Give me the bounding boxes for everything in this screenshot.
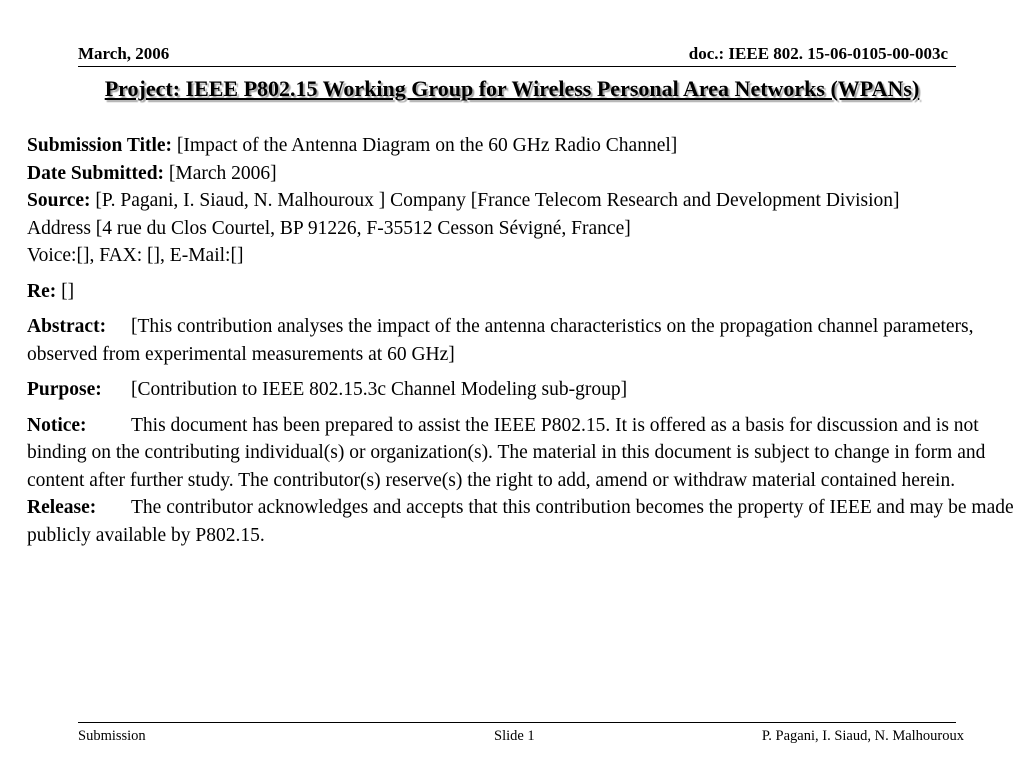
- source-line: [27, 187, 1017, 215]
- address-line: Address [4 rue du Clos Courtel, BP 91226, F-35512 Cesson Sévigné, France]: [27, 217, 631, 239]
- re-label: Re:: [27, 280, 57, 302]
- notice-value: This document has been prepared to assist the IEEE P802.15. It is offered as a basis for discussion and is not binding on the contributing individual(s) or organization(s). The material in this document is subject to change in form and content after further study. The contributor(s) reserve(s) the right to add, amend or withdraw material contained herein.: [27, 414, 986, 491]
- re-value: []: [56, 280, 75, 302]
- date-submitted-line: [27, 160, 1017, 188]
- release-value: The contributor acknowledges and accepts that this contribution becomes the property of IEEE and may be made publicly available by P802.15.: [27, 497, 1014, 546]
- release-label: Release:: [27, 497, 97, 518]
- submission-title-line: [27, 132, 1017, 160]
- header-doc-number: doc.: IEEE 802. 15-06-0105-00-003c: [688, 44, 948, 63]
- header-divider: [78, 66, 956, 67]
- date-submitted-value: [March 2006]: [164, 162, 277, 184]
- notice-label: Notice:: [27, 414, 87, 436]
- purpose-label: Purpose:: [27, 379, 102, 400]
- notice-line: [27, 412, 1017, 495]
- source-label: Source:: [27, 190, 91, 211]
- slide-body: [27, 132, 1017, 549]
- footer-divider: [78, 722, 956, 723]
- abstract-line: [27, 313, 1017, 368]
- date-submitted-label: Date Submitted:: [27, 162, 165, 184]
- purpose-value: [Contribution to IEEE 802.15.3c Channel Modeling sub-group]: [131, 379, 628, 400]
- re-line: [27, 278, 1017, 306]
- contact-line: Voice:[], FAX: [], E-Mail:[]: [27, 245, 244, 266]
- source-value: [P. Pagani, I. Siaud, N. Malhouroux ] Company [France Telecom Research and Development Division]: [90, 190, 900, 211]
- abstract-label: Abstract:: [27, 316, 107, 337]
- abstract-value: [This contribution analyses the impact of the antenna characteristics on the propagation channel parameters, observed from experimental measurements at 60 GHz]: [27, 316, 974, 365]
- purpose-line: [27, 376, 1017, 404]
- submission-title-label: Submission Title:: [27, 135, 173, 156]
- footer-submission: Submission: [78, 728, 146, 744]
- submission-title-value: [Impact of the Antenna Diagram on the 60 GHz Radio Channel]: [172, 135, 678, 156]
- release-line: [27, 494, 1017, 549]
- header-date: March, 2006: [78, 44, 170, 63]
- footer-slide-number: Slide 1: [494, 728, 535, 744]
- footer-authors: P. Pagani, I. Siaud, N. Malhouroux: [761, 728, 964, 744]
- page-title: Project: IEEE P802.15 Working Group for Wireless Personal Area Networks (WPANs): [104, 76, 920, 101]
